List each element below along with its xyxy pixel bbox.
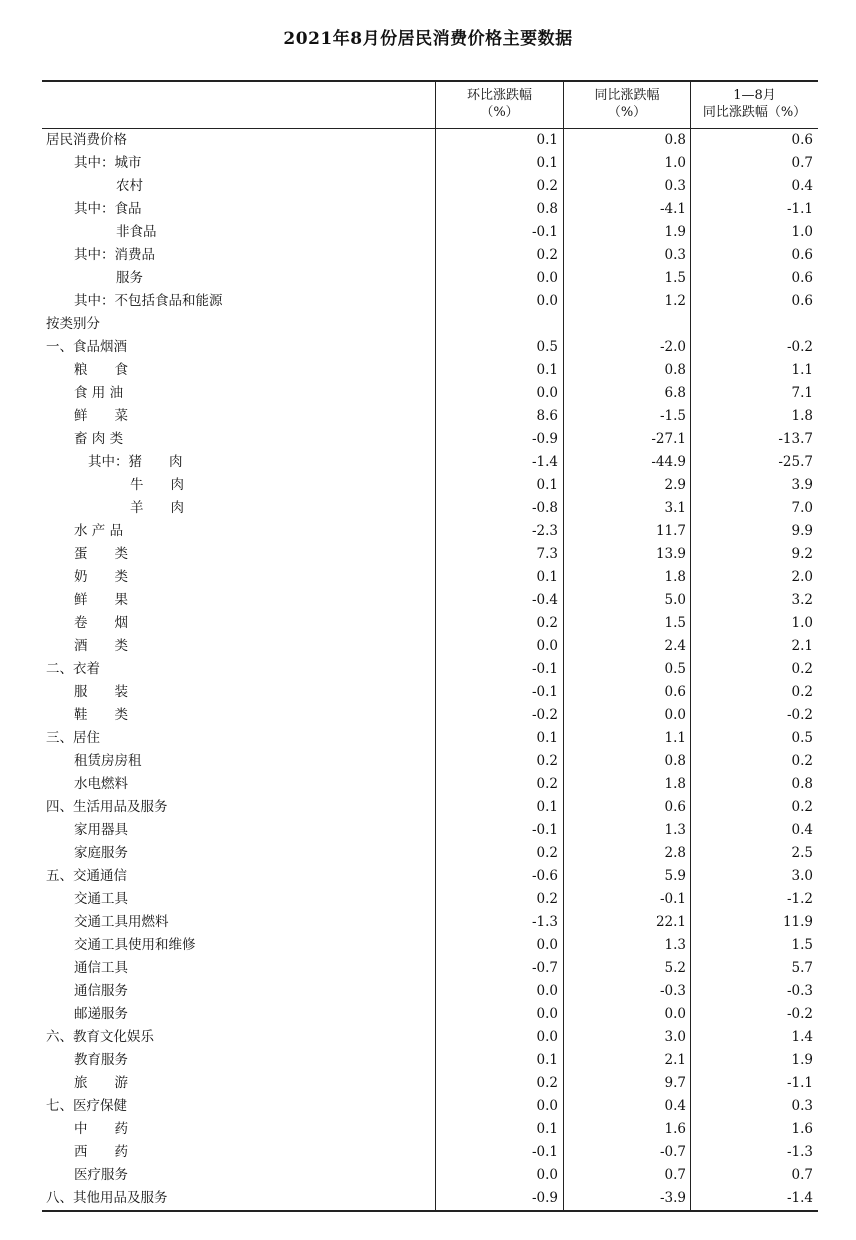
value-yoy: 1.3 (664, 822, 686, 838)
row-label: 医疗服务 (74, 1167, 128, 1183)
table-row (42, 842, 818, 865)
row-label: 其中：猪 肉 (88, 454, 183, 470)
value-yoy: -4.1 (659, 201, 686, 217)
value-ytd: -0.2 (786, 339, 813, 355)
value-mom: 0.2 (536, 615, 558, 631)
value-mom: -0.1 (531, 822, 558, 838)
row-label: 非食品 (116, 224, 157, 240)
table-row (42, 152, 818, 175)
header-mom-line1: 环比涨跌幅 (466, 88, 532, 103)
table-row (42, 221, 818, 244)
value-ytd: 2.5 (791, 845, 813, 861)
value-mom: 7.3 (536, 546, 558, 562)
value-mom: 0.1 (536, 477, 558, 493)
table-body (42, 129, 818, 1210)
value-yoy: 5.9 (664, 868, 686, 884)
row-label: 服务 (116, 270, 143, 286)
value-mom: 8.6 (536, 408, 558, 424)
header-mom-line2: （%） (480, 105, 519, 120)
value-yoy: 5.0 (664, 592, 686, 608)
row-label: 酒 类 (74, 638, 128, 654)
table-row (42, 635, 818, 658)
value-ytd: 1.6 (791, 1121, 813, 1137)
row-label: 卷 烟 (74, 615, 128, 631)
value-mom: 0.0 (536, 293, 558, 309)
value-mom: 0.0 (536, 983, 558, 999)
row-label: 交通工具 (74, 891, 128, 907)
table-row (42, 428, 818, 451)
value-yoy: 0.8 (664, 753, 686, 769)
table-row (42, 911, 818, 934)
value-mom: 0.1 (536, 569, 558, 585)
value-mom: 0.0 (536, 1006, 558, 1022)
table-row (42, 290, 818, 313)
value-yoy: 1.8 (664, 569, 686, 585)
value-mom: -0.1 (531, 1144, 558, 1160)
table-row (42, 451, 818, 474)
value-yoy: 2.1 (664, 1052, 686, 1068)
value-ytd: -1.2 (786, 891, 813, 907)
row-label: 服 装 (74, 684, 128, 700)
table-row (42, 1164, 818, 1187)
value-ytd: 0.3 (791, 1098, 813, 1114)
row-label: 鲜 菜 (74, 408, 128, 424)
table-row (42, 681, 818, 704)
table-row (42, 244, 818, 267)
table-row (42, 796, 818, 819)
row-label: 三、居住 (46, 730, 100, 746)
row-label: 四、生活用品及服务 (46, 799, 168, 815)
value-ytd: 0.2 (791, 753, 813, 769)
table-row (42, 336, 818, 359)
value-ytd: 0.6 (791, 132, 813, 148)
value-yoy: 0.6 (664, 684, 686, 700)
value-mom: -0.9 (531, 1190, 558, 1206)
row-label: 旅 游 (74, 1075, 128, 1091)
value-ytd: 0.4 (791, 178, 813, 194)
value-ytd: 0.6 (791, 293, 813, 309)
value-mom: 0.8 (536, 201, 558, 217)
page-title: 2021年8月份居民消费价格主要数据 (283, 29, 573, 49)
value-mom: 0.0 (536, 638, 558, 654)
value-yoy: 0.3 (664, 178, 686, 194)
table-row (42, 957, 818, 980)
value-ytd: 3.2 (791, 592, 813, 608)
value-yoy: 6.8 (664, 385, 686, 401)
value-ytd: 1.0 (791, 615, 813, 631)
header-yoy (564, 82, 690, 128)
header-ytd-line1: 1—8月 (733, 88, 776, 103)
value-mom: 0.2 (536, 753, 558, 769)
value-ytd: 0.4 (791, 822, 813, 838)
value-mom: 0.0 (536, 270, 558, 286)
value-ytd: 0.8 (791, 776, 813, 792)
table-row (42, 1026, 818, 1049)
row-label: 羊 肉 (130, 500, 184, 516)
value-ytd: -0.3 (786, 983, 813, 999)
table-row (42, 474, 818, 497)
table-row (42, 888, 818, 911)
table-row (42, 198, 818, 221)
table-row (42, 1095, 818, 1118)
row-label: 蛋 类 (74, 546, 128, 562)
value-mom: -2.3 (531, 523, 558, 539)
value-yoy: -0.7 (659, 1144, 686, 1160)
table-row (42, 704, 818, 727)
value-yoy: 0.4 (664, 1098, 686, 1114)
table-row (42, 1118, 818, 1141)
row-label: 家庭服务 (74, 845, 128, 861)
table-row (42, 727, 818, 750)
value-yoy: 0.8 (664, 362, 686, 378)
value-yoy: 1.3 (664, 937, 686, 953)
value-mom: -0.1 (531, 661, 558, 677)
row-label: 六、教育文化娱乐 (46, 1029, 154, 1045)
row-label: 其中：消费品 (74, 247, 155, 263)
value-yoy: 0.8 (664, 132, 686, 148)
value-yoy: -3.9 (659, 1190, 686, 1206)
header-yoy-line1: 同比涨跌幅 (594, 88, 660, 103)
value-mom: 0.0 (536, 385, 558, 401)
value-mom: -1.4 (531, 454, 558, 470)
value-ytd: 1.8 (791, 408, 813, 424)
value-yoy: 2.9 (664, 477, 686, 493)
value-yoy: 2.8 (664, 845, 686, 861)
value-yoy: 0.6 (664, 799, 686, 815)
value-mom: 0.2 (536, 1075, 558, 1091)
row-label: 水 产 品 (74, 523, 124, 539)
row-label: 中 药 (74, 1121, 128, 1137)
header-ytd-line2: 同比涨跌幅（%） (702, 105, 807, 120)
value-yoy: 1.2 (664, 293, 686, 309)
value-mom: 0.0 (536, 1029, 558, 1045)
row-label: 八、其他用品及服务 (46, 1190, 168, 1206)
table-row (42, 175, 818, 198)
value-ytd: 1.1 (791, 362, 813, 378)
table-row (42, 129, 818, 152)
value-mom: -0.2 (531, 707, 558, 723)
value-ytd: 0.7 (791, 155, 813, 171)
row-label: 鞋 类 (74, 707, 128, 723)
row-label: 粮 食 (74, 362, 128, 378)
value-ytd: 11.9 (782, 914, 813, 930)
value-yoy: 1.1 (664, 730, 686, 746)
table-row (42, 773, 818, 796)
table-header (42, 82, 818, 129)
value-ytd: 0.2 (791, 661, 813, 677)
value-mom: 0.5 (536, 339, 558, 355)
value-yoy: 1.5 (664, 270, 686, 286)
value-mom: 0.2 (536, 776, 558, 792)
value-ytd: 1.4 (791, 1029, 813, 1045)
value-mom: 0.1 (536, 799, 558, 815)
value-yoy: 9.7 (664, 1075, 686, 1091)
value-ytd: 0.2 (791, 799, 813, 815)
table-row (42, 1072, 818, 1095)
value-ytd: 2.1 (791, 638, 813, 654)
row-label: 通信服务 (74, 983, 128, 999)
row-label: 其中：城市 (74, 155, 142, 171)
table-row (42, 1187, 818, 1210)
value-yoy: 1.0 (664, 155, 686, 171)
row-label: 其中：食品 (74, 201, 142, 217)
table-row (42, 359, 818, 382)
row-label: 按类别分 (46, 316, 100, 332)
value-mom: -1.3 (531, 914, 558, 930)
value-ytd: 5.7 (791, 960, 813, 976)
value-yoy: -1.5 (659, 408, 686, 424)
value-ytd: -1.1 (786, 1075, 813, 1091)
table-row (42, 313, 818, 336)
row-label: 邮递服务 (74, 1006, 128, 1022)
value-ytd: 1.0 (791, 224, 813, 240)
value-yoy: 13.9 (655, 546, 686, 562)
row-label: 奶 类 (74, 569, 128, 585)
value-ytd: 0.2 (791, 684, 813, 700)
row-label: 家用器具 (74, 822, 128, 838)
value-mom: 0.1 (536, 730, 558, 746)
value-ytd: 7.0 (791, 500, 813, 516)
table-row (42, 612, 818, 635)
value-yoy: 0.7 (664, 1167, 686, 1183)
table-row (42, 819, 818, 842)
row-label: 租赁房房租 (74, 753, 142, 769)
value-mom: 0.1 (536, 1052, 558, 1068)
table-row (42, 1049, 818, 1072)
value-mom: 0.0 (536, 937, 558, 953)
value-yoy: 5.2 (664, 960, 686, 976)
value-ytd: -13.7 (778, 431, 813, 447)
table-row (42, 405, 818, 428)
value-yoy: -2.0 (659, 339, 686, 355)
table-row (42, 497, 818, 520)
row-label: 一、食品烟酒 (46, 339, 127, 355)
value-yoy: 3.1 (664, 500, 686, 516)
row-label: 牛 肉 (130, 477, 184, 493)
value-yoy: -0.1 (659, 891, 686, 907)
value-yoy: -44.9 (651, 454, 686, 470)
table-row (42, 1003, 818, 1026)
value-ytd: -0.2 (786, 707, 813, 723)
row-label: 交通工具使用和维修 (74, 937, 196, 953)
value-mom: 0.2 (536, 845, 558, 861)
row-label: 通信工具 (74, 960, 128, 976)
value-ytd: 3.9 (791, 477, 813, 493)
row-label: 鲜 果 (74, 592, 128, 608)
value-ytd: 7.1 (791, 385, 813, 401)
value-mom: 0.1 (536, 155, 558, 171)
value-mom: -0.1 (531, 684, 558, 700)
value-mom: 0.2 (536, 891, 558, 907)
value-mom: 0.2 (536, 247, 558, 263)
row-label: 五、交通通信 (46, 868, 127, 884)
row-label: 西 药 (74, 1144, 128, 1160)
value-yoy: 0.0 (664, 1006, 686, 1022)
value-mom: 0.0 (536, 1167, 558, 1183)
value-mom: -0.4 (531, 592, 558, 608)
value-ytd: 3.0 (791, 868, 813, 884)
value-mom: -0.9 (531, 431, 558, 447)
row-label: 七、医疗保健 (46, 1098, 127, 1114)
value-yoy: -0.3 (659, 983, 686, 999)
table-row (42, 934, 818, 957)
value-ytd: -1.3 (786, 1144, 813, 1160)
table-row (42, 267, 818, 290)
value-yoy: 0.5 (664, 661, 686, 677)
row-label: 居民消费价格 (46, 132, 127, 148)
value-yoy: 0.0 (664, 707, 686, 723)
value-yoy: 22.1 (655, 914, 686, 930)
header-yoy-line2: （%） (607, 105, 647, 120)
value-ytd: -0.2 (786, 1006, 813, 1022)
value-ytd: 1.9 (791, 1052, 813, 1068)
table-row (42, 750, 818, 773)
value-yoy: 3.0 (664, 1029, 686, 1045)
table-row (42, 865, 818, 888)
value-ytd: 9.9 (791, 523, 813, 539)
value-ytd: 0.5 (791, 730, 813, 746)
value-mom: -0.6 (531, 868, 558, 884)
value-mom: 0.2 (536, 178, 558, 194)
header-ytd (691, 82, 818, 128)
row-label: 水电燃料 (74, 776, 128, 792)
value-yoy: 2.4 (664, 638, 686, 654)
value-yoy: 1.9 (664, 224, 686, 240)
table-row (42, 589, 818, 612)
table-row (42, 382, 818, 405)
value-ytd: 0.7 (791, 1167, 813, 1183)
row-label: 二、衣着 (46, 661, 100, 677)
value-ytd: 1.5 (791, 937, 813, 953)
value-mom: -0.7 (531, 960, 558, 976)
row-label: 教育服务 (74, 1052, 128, 1068)
value-yoy: 1.6 (664, 1121, 686, 1137)
table-row (42, 543, 818, 566)
row-label: 畜 肉 类 (74, 431, 124, 447)
value-ytd: 9.2 (791, 546, 813, 562)
table-row (42, 980, 818, 1003)
table-row (42, 1141, 818, 1164)
value-mom: 0.1 (536, 1121, 558, 1137)
value-mom: 0.1 (536, 132, 558, 148)
table-row (42, 658, 818, 681)
value-ytd: 2.0 (791, 569, 813, 585)
row-label: 农村 (116, 178, 143, 194)
row-label: 其中：不包括食品和能源 (74, 293, 223, 309)
row-label: 食 用 油 (74, 385, 124, 401)
value-yoy: 1.8 (664, 776, 686, 792)
table-row (42, 566, 818, 589)
value-ytd: 0.6 (791, 247, 813, 263)
value-ytd: -1.1 (786, 201, 813, 217)
value-yoy: 1.5 (664, 615, 686, 631)
value-yoy: 11.7 (655, 523, 686, 539)
value-mom: 0.0 (536, 1098, 558, 1114)
value-mom: -0.8 (531, 500, 558, 516)
header-mom (436, 82, 563, 128)
value-yoy: 0.3 (664, 247, 686, 263)
value-yoy: -27.1 (651, 431, 686, 447)
row-label: 交通工具用燃料 (74, 914, 169, 930)
table-row (42, 520, 818, 543)
value-ytd: -1.4 (786, 1190, 813, 1206)
value-mom: -0.1 (531, 224, 558, 240)
value-ytd: 0.6 (791, 270, 813, 286)
cpi-table (42, 80, 818, 1212)
value-ytd: -25.7 (778, 454, 813, 470)
value-mom: 0.1 (536, 362, 558, 378)
